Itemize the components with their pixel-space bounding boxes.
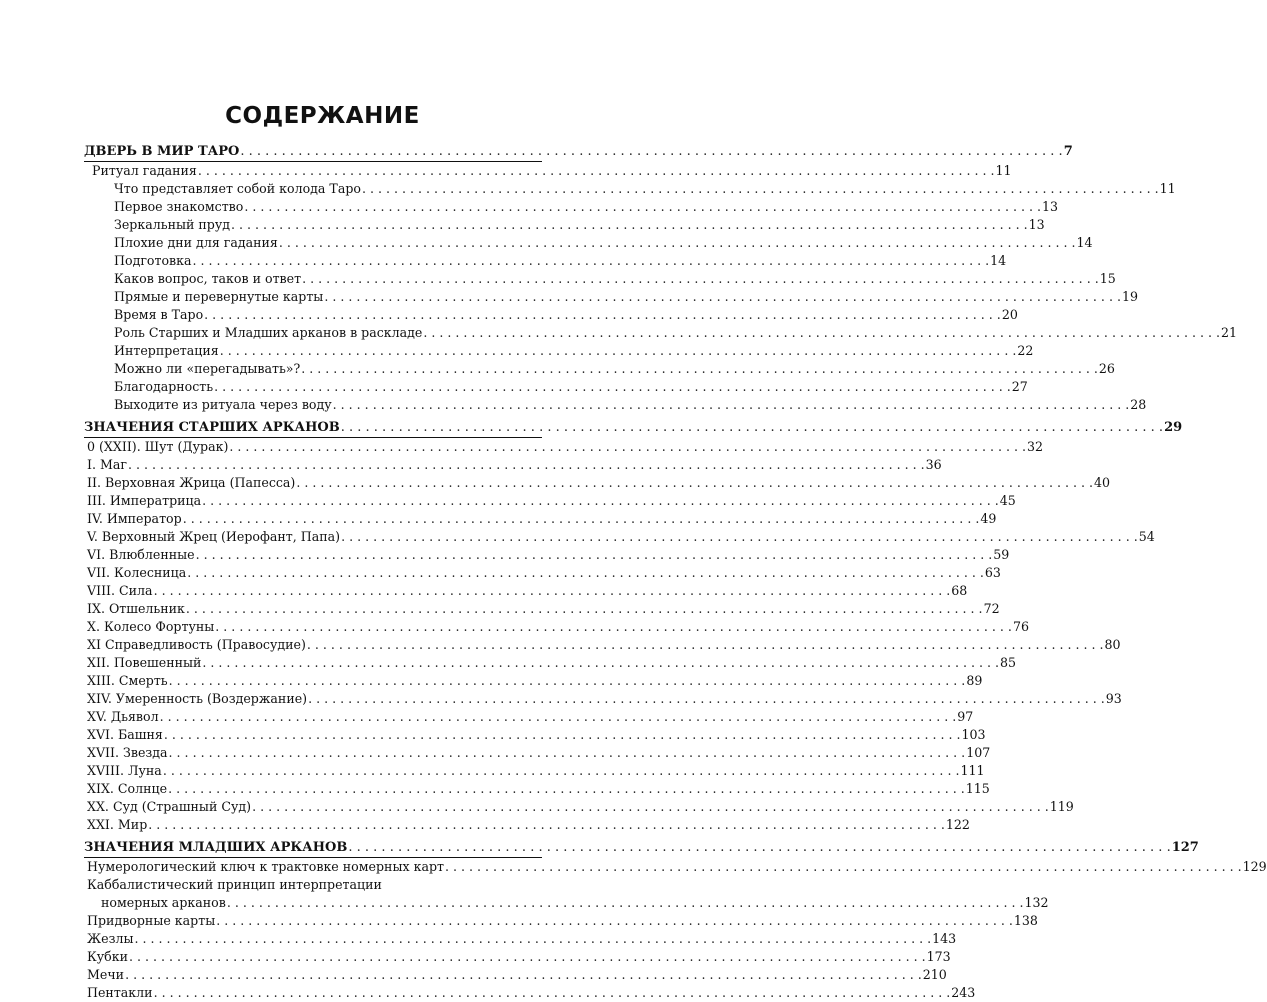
dot-leader bbox=[302, 270, 1099, 288]
toc-entry-text: Придворные карты bbox=[87, 913, 216, 928]
toc-entry-text: I. Маг bbox=[87, 457, 127, 472]
toc-entry[interactable] bbox=[84, 234, 1093, 252]
toc-entry[interactable] bbox=[84, 456, 942, 474]
dot-leader bbox=[333, 396, 1130, 414]
toc-entry[interactable] bbox=[84, 180, 1176, 198]
dot-leader bbox=[341, 528, 1138, 546]
dot-leader bbox=[214, 378, 1011, 396]
toc-heading[interactable] bbox=[84, 419, 1183, 437]
dot-leader bbox=[220, 342, 1017, 360]
toc-entry[interactable] bbox=[84, 288, 1138, 306]
toc-entry-text: Плохие дни для гадания bbox=[114, 235, 278, 250]
toc-entry-page: 68 bbox=[951, 583, 968, 598]
toc-entry[interactable] bbox=[84, 744, 991, 762]
toc-entry-page: 143 bbox=[932, 931, 957, 946]
toc-entry-page: 122 bbox=[945, 817, 970, 832]
toc-entry-text: XIII. Смерть bbox=[87, 673, 168, 688]
toc-section-minor-arcana bbox=[84, 839, 1267, 1002]
toc-entry-page: 103 bbox=[961, 727, 986, 742]
dot-leader bbox=[148, 816, 945, 834]
toc-entry-page: 40 bbox=[1094, 475, 1111, 490]
toc-entry-page: 26 bbox=[1098, 361, 1115, 376]
toc-entry-page: 14 bbox=[990, 253, 1007, 268]
dot-leader bbox=[215, 618, 1012, 636]
toc-entry[interactable] bbox=[84, 270, 1116, 288]
toc-entry[interactable] bbox=[84, 378, 1028, 396]
dot-leader bbox=[163, 762, 960, 780]
toc-heading[interactable] bbox=[84, 143, 1073, 161]
toc-entry-page: 14 bbox=[1076, 235, 1093, 250]
dot-leader bbox=[169, 744, 966, 762]
toc-entry-page: 15 bbox=[1099, 271, 1116, 286]
dot-leader bbox=[202, 654, 999, 672]
page-title: СОДЕРЖАНИЕ bbox=[225, 103, 420, 129]
toc-heading-page: 7 bbox=[1063, 144, 1073, 159]
toc-entry[interactable] bbox=[84, 798, 1074, 816]
toc-entry[interactable] bbox=[84, 198, 1059, 216]
dot-leader bbox=[125, 966, 922, 984]
toc-entry[interactable] bbox=[84, 816, 970, 834]
toc-entry-text: Каков вопрос, таков и ответ bbox=[114, 271, 302, 286]
toc-entry-page: 45 bbox=[999, 493, 1016, 508]
dot-leader bbox=[341, 419, 1163, 437]
dot-leader bbox=[252, 798, 1049, 816]
toc-entry-page: 32 bbox=[1027, 439, 1044, 454]
toc-entry-text: XVIII. Луна bbox=[87, 763, 162, 778]
toc-entry[interactable] bbox=[84, 342, 1034, 360]
toc-heading[interactable] bbox=[84, 839, 1199, 857]
toc-entry-text: XIX. Солнце bbox=[87, 781, 168, 796]
toc-entry[interactable] bbox=[84, 948, 951, 966]
toc-entry-page: 119 bbox=[1049, 799, 1074, 814]
toc-entry-page: 97 bbox=[957, 709, 974, 724]
dot-leader bbox=[216, 912, 1013, 930]
toc-entry-text: V. Верховный Жрец (Иерофант, Папа) bbox=[87, 529, 341, 544]
toc-entry-text: XI Справедливость (Правосудие) bbox=[87, 637, 306, 652]
toc-entry-text: Время в Таро bbox=[114, 307, 204, 322]
dot-leader bbox=[227, 894, 1024, 912]
toc-entry-page: 63 bbox=[984, 565, 1001, 580]
dot-leader bbox=[129, 948, 926, 966]
dot-leader bbox=[362, 180, 1159, 198]
toc-heading-text: ЗНАЧЕНИЯ МЛАДШИХ АРКАНОВ bbox=[84, 840, 348, 855]
toc-entry-text: Интерпретация bbox=[114, 343, 219, 358]
dot-leader bbox=[231, 216, 1028, 234]
dot-leader bbox=[348, 839, 1170, 857]
toc-entry[interactable] bbox=[84, 654, 1017, 672]
toc-entry-page: 72 bbox=[983, 601, 1000, 616]
toc-entry-text: VIII. Сила bbox=[87, 583, 153, 598]
toc-entry[interactable] bbox=[84, 708, 974, 726]
toc-entry-text: Можно ли «перегадывать»? bbox=[114, 361, 301, 376]
toc-entry-text: X. Колесо Фортуны bbox=[87, 619, 215, 634]
toc-entry-text: Роль Старших и Младших арканов в раскладе bbox=[114, 325, 423, 340]
toc-entry-text: XIV. Умеренность (Воздержание) bbox=[87, 691, 308, 706]
toc-heading-text: ЗНАЧЕНИЯ СТАРШИХ АРКАНОВ bbox=[84, 420, 340, 435]
dot-leader bbox=[160, 708, 957, 726]
dot-leader bbox=[279, 234, 1076, 252]
toc-entry-page: 49 bbox=[980, 511, 997, 526]
dot-leader bbox=[135, 930, 932, 948]
toc-entry-text-continued: номерных арканов bbox=[101, 895, 226, 910]
toc-entry[interactable] bbox=[84, 726, 986, 744]
toc-section-major-arcana bbox=[84, 419, 1183, 834]
toc-entry[interactable] bbox=[84, 162, 1012, 180]
toc-entry-page: 13 bbox=[1028, 217, 1045, 232]
toc-entry[interactable] bbox=[84, 600, 1000, 618]
toc-entry[interactable] bbox=[84, 966, 947, 984]
toc-entry-page: 19 bbox=[1121, 289, 1138, 304]
toc-entry[interactable] bbox=[84, 492, 1016, 510]
toc-entry-text: Каббалистический принцип интерпретации bbox=[87, 877, 382, 892]
toc-entry-text: 0 (XXII). Шут (Дурак) bbox=[87, 439, 229, 454]
dot-leader bbox=[154, 984, 951, 1002]
toc-entry-page: 129 bbox=[1242, 859, 1267, 874]
dot-leader bbox=[308, 690, 1105, 708]
toc-entry-text: Первое знакомство bbox=[114, 199, 244, 214]
toc-entry[interactable] bbox=[84, 912, 1038, 930]
toc-entry-line2[interactable] bbox=[84, 894, 1049, 912]
toc-entry-text: Выходите из ритуала через воду bbox=[114, 397, 332, 412]
dot-leader bbox=[187, 564, 984, 582]
toc-entry-page: 11 bbox=[995, 163, 1012, 178]
toc-entry-text: Ритуал гадания bbox=[92, 163, 197, 178]
dot-leader bbox=[301, 360, 1098, 378]
toc-entry-text: VII. Колесница bbox=[87, 565, 187, 580]
dot-leader bbox=[183, 510, 980, 528]
toc-entry-text: XV. Дьявол bbox=[87, 709, 159, 724]
toc-entry-text: Мечи bbox=[87, 967, 125, 982]
toc-entry[interactable] bbox=[84, 564, 1001, 582]
table-of-contents bbox=[84, 143, 1267, 1002]
toc-entry-page: 21 bbox=[1221, 325, 1238, 340]
toc-entry-text: Нумерологический ключ к трактовке номерных карт bbox=[87, 859, 444, 874]
dot-leader bbox=[169, 672, 966, 690]
dot-leader bbox=[168, 780, 965, 798]
toc-entry[interactable] bbox=[84, 510, 997, 528]
toc-entry[interactable] bbox=[84, 780, 990, 798]
toc-heading-page: 29 bbox=[1164, 420, 1183, 435]
dot-leader bbox=[198, 162, 995, 180]
dot-leader bbox=[128, 456, 925, 474]
toc-entry-page: 173 bbox=[926, 949, 951, 964]
toc-entry-text: Зеркальный пруд bbox=[114, 217, 231, 232]
toc-entry-page: 36 bbox=[925, 457, 942, 472]
toc-entry-text: Благодарность bbox=[114, 379, 214, 394]
toc-entry[interactable] bbox=[84, 672, 983, 690]
toc-entry-text: XVI. Башня bbox=[87, 727, 163, 742]
toc-heading-page: 127 bbox=[1171, 840, 1199, 855]
toc-entry[interactable] bbox=[84, 216, 1045, 234]
toc-entry-page: 13 bbox=[1041, 199, 1059, 214]
toc-entry-text: Что представляет собой колода Таро bbox=[114, 181, 361, 196]
dot-leader bbox=[193, 252, 990, 270]
toc-entry-page: 132 bbox=[1024, 895, 1049, 910]
toc-entry-text: IX. Отшельник bbox=[87, 601, 185, 616]
toc-entry-page: 80 bbox=[1104, 637, 1121, 652]
toc-entry-page: 22 bbox=[1017, 343, 1034, 358]
toc-heading-text: ДВЕРЬ В МИР ТАРО bbox=[84, 144, 240, 159]
toc-entry-text: III. Императрица bbox=[87, 493, 202, 508]
toc-entry-text: Кубки bbox=[87, 949, 129, 964]
toc-entry-page: 107 bbox=[966, 745, 991, 760]
toc-entry-page: 27 bbox=[1011, 379, 1028, 394]
toc-entry-line1[interactable] bbox=[84, 876, 542, 894]
toc-entry[interactable] bbox=[84, 528, 1155, 546]
dot-leader bbox=[307, 636, 1104, 654]
toc-entry[interactable] bbox=[84, 762, 985, 780]
toc-entry-page: 93 bbox=[1105, 691, 1122, 706]
toc-entry-text: XXI. Мир bbox=[87, 817, 148, 832]
toc-entry-text: Жезлы bbox=[87, 931, 134, 946]
toc-entry-page: 54 bbox=[1138, 529, 1155, 544]
toc-entry-text: Подготовка bbox=[114, 253, 192, 268]
toc-entry[interactable] bbox=[84, 930, 957, 948]
toc-entry[interactable] bbox=[84, 396, 1147, 414]
toc-entry-text: II. Верховная Жрица (Папесса) bbox=[87, 475, 296, 490]
toc-entry[interactable] bbox=[84, 306, 1018, 324]
toc-entry-text: VI. Влюбленные bbox=[87, 547, 195, 562]
toc-entry-text: XX. Суд (Страшный Суд) bbox=[87, 799, 252, 814]
toc-entry-page: 76 bbox=[1012, 619, 1029, 634]
dot-leader bbox=[296, 474, 1093, 492]
toc-entry-page: 59 bbox=[993, 547, 1010, 562]
dot-leader bbox=[186, 600, 983, 618]
toc-entry-text: XVII. Звезда bbox=[87, 745, 168, 760]
toc-entry[interactable] bbox=[84, 546, 1010, 564]
toc-entry-page: 138 bbox=[1013, 913, 1038, 928]
toc-entry[interactable] bbox=[84, 636, 1121, 654]
toc-entry-page: 89 bbox=[966, 673, 983, 688]
toc-entry[interactable] bbox=[84, 252, 1007, 270]
dot-leader bbox=[240, 143, 1062, 161]
dot-leader bbox=[202, 492, 999, 510]
dot-leader bbox=[423, 324, 1220, 342]
dot-leader bbox=[164, 726, 961, 744]
toc-entry-page: 11 bbox=[1159, 181, 1176, 196]
toc-entry-page: 115 bbox=[965, 781, 990, 796]
toc-entry[interactable] bbox=[84, 582, 968, 600]
toc-entry[interactable] bbox=[84, 360, 1115, 378]
toc-entry[interactable] bbox=[84, 858, 1267, 876]
toc-entry-text: XII. Повешенный bbox=[87, 655, 202, 670]
dot-leader bbox=[324, 288, 1121, 306]
toc-entry[interactable] bbox=[84, 324, 1238, 342]
toc-entry[interactable] bbox=[84, 690, 1122, 708]
dot-leader bbox=[244, 198, 1041, 216]
toc-entry-text: Пентакли bbox=[87, 985, 153, 1000]
toc-section-tarot-door bbox=[84, 143, 1238, 414]
toc-entry-text: IV. Император bbox=[87, 511, 182, 526]
toc-entry-page: 20 bbox=[1001, 307, 1018, 322]
dot-leader bbox=[229, 438, 1026, 456]
toc-entry[interactable] bbox=[84, 618, 1029, 636]
toc-entry-text: Прямые и перевернутые карты bbox=[114, 289, 324, 304]
toc-entry-page: 28 bbox=[1130, 397, 1147, 412]
dot-leader bbox=[196, 546, 993, 564]
toc-entry[interactable] bbox=[84, 984, 976, 1002]
toc-entry-page: 210 bbox=[922, 967, 947, 982]
toc-entry-page: 85 bbox=[1000, 655, 1017, 670]
dot-leader bbox=[445, 858, 1242, 876]
toc-entry[interactable] bbox=[84, 438, 1044, 456]
toc-entry-page: 243 bbox=[951, 985, 976, 1000]
dot-leader bbox=[204, 306, 1001, 324]
toc-entry-page: 111 bbox=[960, 763, 985, 778]
toc-entry[interactable] bbox=[84, 474, 1111, 492]
dot-leader bbox=[154, 582, 951, 600]
